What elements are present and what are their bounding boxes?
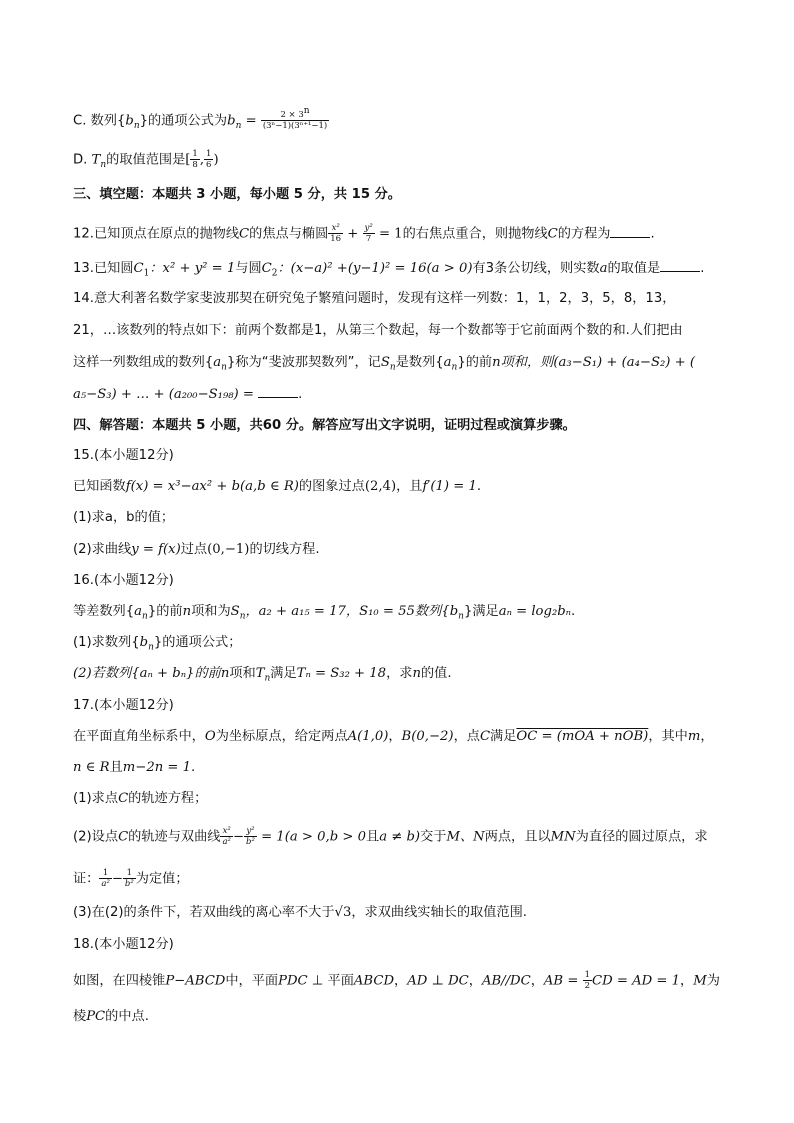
question-18-stem-2: 棱PC的中点.: [73, 1009, 149, 1024]
fraction-y2-7: $\frac{\text{y²}}{7}$: [364, 223, 373, 244]
question-15-part-1: (1)求a，b的值；: [73, 510, 175, 525]
fraction-one-eighth: $\frac{1}{8}$: [192, 149, 198, 170]
option-d: D. $T_n$的取值范围是[ $\frac{1}{8}$ , $\frac{1}{6}$ ): [73, 149, 219, 171]
option-c-label: C. 数列{: [73, 113, 126, 129]
fraction-x2-a2: $\frac{\text{x²}}{\text{a²}}$: [222, 826, 231, 847]
section-3-heading: 三、填空题：本题共 3 小题，每小题 5 分，共 15 分。: [73, 187, 401, 202]
question-18-stem-1: 如图，在四棱锥P−ABCD中，平面PDC ⊥ 平面ABCD，AD ⊥ DC，AB//DC，AB = $\frac{1}{2}$ CD = AD = 1，M为: [73, 970, 720, 991]
fraction-1-a2: $\frac{1}{\text{a²}}$: [101, 868, 110, 889]
question-17-part-1: (1)求点C的轨迹方程；: [73, 791, 208, 806]
question-14-line-1: 14.意大利著名数学家斐波那契在研究兔子繁殖问题时，发现有这样一列数：1，1，2，3，5，8，13，: [73, 291, 676, 306]
option-c: C. 数列$\{b_n\}$的通项公式为$b_n$ = $\frac{2 \times 3^n}{\text{(3ⁿ−1)(3ⁿ⁺¹−1)}}$: [73, 106, 328, 132]
section-4-heading: 四、解答题：本题共 5 小题，共60 分。解答应写出文字说明，证明过程或演算步骤。: [73, 418, 576, 433]
answer-blank-13: [660, 259, 700, 272]
option-d-label: D.: [73, 152, 92, 168]
fraction-y2-b2: $\frac{\text{y²}}{\text{b²}}$: [246, 826, 255, 847]
question-16-part-2: (2)若数列{aₙ + bₙ}的前n项和$T_n$满足Tₙ = S₃₂ + 18，求n的值.: [73, 666, 452, 684]
question-13: 13.已知圆$C_1$：x² + y² = 1与圆$C_2$：(x−a)² +(y−1)² = 16(a > 0)有3条公切线，则实数a的取值是 .: [73, 261, 705, 279]
question-17-part-2-line-2: 证： $\frac{1}{\text{a²}}$ − $\frac{1}{\text{b²}}$ 为定值；: [73, 868, 189, 889]
question-14-line-2: 21，…该数列的特点如下：前两个数都是1，从第三个数起，每一个数都等于它前面两个数的和.人们把由: [73, 323, 683, 338]
question-17-stem-1: 在平面直角坐标系中，O为坐标原点，给定两点A(1,0)，B(0,−2)，点C满足OC = (mOA + nOB)，其中m，: [73, 729, 714, 744]
fraction-1-b2: $\frac{1}{\text{b²}}$: [124, 868, 134, 889]
question-16-title: 16.(本小题12分): [73, 573, 174, 588]
question-16-stem: 等差数列$\{a_n\}$的前n项和为$S_n$，a₂ + a₁₅ = 17，S₁₀ = 55数列$\{b_n\}$满足aₙ = log₂bₙ.: [73, 604, 576, 622]
answer-blank-14: [258, 385, 298, 398]
question-14-line-3: 这样一列数组成的数列$\{a_n\}$称为“斐波那契数列”，记$S_n$是数列$\{a_n\}$的前n项和，则(a₃−S₁) + (a₄−S₂) + (: [73, 355, 695, 373]
question-17-part-2: (2)设点C的轨迹与双曲线 $\frac{\text{x²}}{\text{a²}}$ − $\frac{\text{y²}}{\text{b²}}$ = 1(a > 0,b > 0且a ≠ b)交于M、N两点，且以MN为直径的圆过原点，求: [73, 826, 708, 847]
question-16-part-1: (1)求数列$\{b_n\}$的通项公式；: [73, 635, 242, 653]
question-15-title: 15.(本小题12分): [73, 448, 174, 463]
fraction-one-sixth: $\frac{1}{6}$: [206, 149, 212, 170]
question-14-line-4: a₅−S₃) + … + (a₂₀₀−S₁₉₈) = .: [73, 387, 303, 402]
question-15-stem: 已知函数f(x) = x³−ax² + b(a,b ∈ R)的图象过点(2,4)，且f′(1) = 1.: [73, 479, 482, 494]
question-17-part-3: (3)在(2)的条件下，若双曲线的离心率不大于√3，求双曲线实轴长的取值范围.: [73, 905, 527, 920]
answer-blank-12: [610, 225, 650, 238]
question-15-part-2: (2)求曲线y = f(x)过点(0,−1)的切线方程.: [73, 542, 320, 557]
question-17-title: 17.(本小题12分): [73, 698, 174, 713]
fraction-x2-16: $\frac{\text{x²}}{16}$: [330, 223, 342, 244]
question-12: 12.已知顶点在原点的抛物线C的焦点与椭圆 $\frac{\text{x²}}{16}$ + $\frac{\text{y²}}{7}$ = 1的右焦点重合，则抛物线C的方程为 .: [73, 223, 655, 244]
question-17-stem-2: n ∈ R且m−2n = 1.: [73, 760, 196, 775]
option-c-fraction: $\frac{2 \times 3^n}{\text{(3ⁿ−1)(3ⁿ⁺¹−1)}}$: [262, 106, 328, 131]
fraction-one-half: $\frac{1}{2}$: [584, 970, 590, 991]
question-18-title: 18.(本小题12分): [73, 937, 174, 952]
